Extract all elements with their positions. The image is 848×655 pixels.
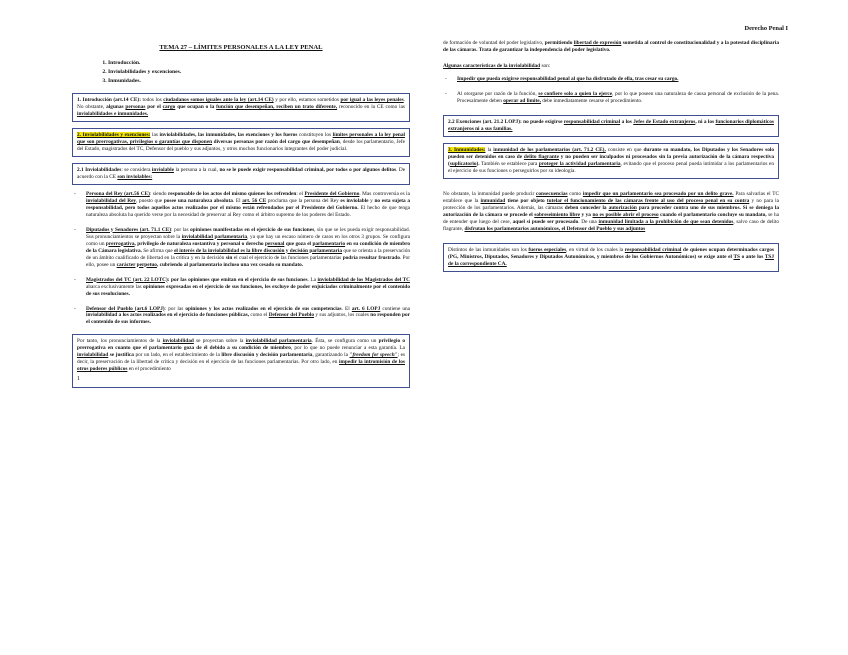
- intro-box: [72, 93, 410, 122]
- item-text: proclama que la persona del Rey: [267, 197, 339, 204]
- item-text: como el: [250, 312, 268, 319]
- item-text: Magistrados del TC (art. 22 LOTC): [86, 276, 168, 283]
- box-text: impedir la intromisión de los otros poderes públicos: [77, 359, 405, 373]
- box-text: inmunidad de los parlamentarios (art. 71.2 CE),: [493, 146, 606, 153]
- item-text: se confiere solo a quien la ejerce: [538, 90, 613, 97]
- section-2-1-box: [72, 163, 410, 185]
- section-2-1-text: la persona a la cual,: [175, 166, 218, 173]
- box-text: También se establece para: [481, 160, 538, 167]
- item-text: Defensor del Pueblo: [268, 312, 315, 319]
- box-text: inviolabilidad parlamentaria: [245, 338, 312, 345]
- para-text: permitiendo: [544, 40, 573, 46]
- box-text: suplicatorio: [449, 160, 477, 167]
- item-text: . El: [232, 197, 241, 204]
- para-text: impedir que un parlamentario sea procesado por un delito grave.: [582, 190, 734, 197]
- para-text: cuando el parlamentario concluye su mandato,: [660, 211, 767, 218]
- item-text: personal: [264, 240, 285, 247]
- section-2-box: [72, 128, 410, 157]
- para-text: sobreseimiento libre: [534, 211, 581, 218]
- intro-text: por igual a las leyes penales: [340, 96, 404, 103]
- box-text: durante su mandato, los Diputados y los Senadores solo pueden ser detenidos en caso de: [448, 146, 774, 160]
- box-text: , por lo que no puede renunciar a esta garantía. La: [290, 345, 405, 352]
- para-text: para proceder contra uno de sus miembros. Si se deniega la autorización de la cámara se procede el: [443, 204, 780, 218]
- box-text: inviolabilidad: [162, 338, 194, 345]
- item-text: , sin que se les pueda exigir responsabilidad. Sus pronunciamientos se proyectan sobre la: [86, 226, 410, 240]
- para-text: tutelar el funcionamiento de las cámaras frente al uso del proceso penal en su contra: [546, 197, 750, 204]
- para-text: sometida al control de constitucionalidad y a la potestad disciplinaria de las cámaras. Trata de garantizar la independencia del poder legislativo.: [443, 40, 780, 53]
- intro-text: por el: [147, 103, 161, 110]
- item-text: sin: [225, 254, 233, 261]
- intro-text: inviolabilidades e inmunidades.: [77, 110, 149, 117]
- section-3-heading: 3. Inmunidades:: [448, 146, 486, 153]
- box-text: Jefes de Estado extranjeros: [633, 118, 696, 125]
- item-text: El hecho de que tenga naturaleza absoluta ha querido verse por la necesidad de preservar al Rey como el árbitro supremo de los poderes del Estado.: [86, 204, 410, 218]
- section-2-2-box: [443, 115, 779, 137]
- characteristics-heading: [443, 63, 779, 70]
- item-text: prerrogativa: [105, 240, 135, 247]
- item-text: en su condición de miembro de la Cámara legislativa.: [86, 240, 411, 254]
- section-2-1-heading: 2.1 Inviolabilidades: [77, 166, 122, 173]
- para-text: deben conceder la: [564, 204, 607, 211]
- intro-text: . No obstante,: [77, 96, 406, 110]
- para-text: disfrutan los parlamentarios autonómicos, el Defensor del Pueblo y sus adjuntos: [464, 225, 646, 232]
- section-2-text: diversas personas por razón del cargo que desempeñan: [213, 138, 340, 145]
- box-text: delito flagrante: [523, 153, 559, 160]
- item-text: y: [370, 197, 373, 204]
- box-text: Distintos de las inmunidades son los: [448, 246, 527, 253]
- intro-text: todos los: [142, 96, 162, 103]
- intro-lead: 1. Introducción (art.14 CE):: [77, 96, 141, 103]
- item-text: , puesto que: [136, 197, 163, 204]
- item-text: contiene una: [382, 305, 411, 312]
- item-text: inviolabilidad de los Magistrados del TC: [317, 276, 410, 283]
- item-text: , privilegio de naturaleza sustantiva y personal o derecho: [134, 240, 264, 247]
- box-text: privilegio o prerrogativa en cuanto que el parlamentario goza de él debido a su condición de miembro: [77, 338, 405, 352]
- continuation-paragraph: [443, 40, 779, 54]
- box-text: se proyectan sobre la: [196, 338, 244, 345]
- box-text: "freedom for speech": [349, 352, 398, 359]
- item-text: que goza el: [285, 240, 312, 247]
- toc-item: 3. Inmunidades.: [108, 78, 410, 85]
- box-text: Por tanto, los pronunciamientos de la: [77, 338, 161, 345]
- item-text: y sus adjuntos, los cuales: [315, 312, 369, 319]
- list-item-rey: [72, 191, 410, 219]
- section-2-1-text: inviolable: [151, 166, 174, 173]
- para-text: no es posible abrir el proceso: [592, 211, 659, 218]
- item-text: inviolabilidad del Rey: [86, 197, 137, 204]
- para-text: aquel si puede ser procesado: [512, 218, 579, 225]
- box-text: libre discusión y decisión parlamentaria: [221, 352, 313, 359]
- item-text: : el: [296, 190, 304, 197]
- section-2-1-text: : se considera: [121, 166, 151, 173]
- list-item-diputados: [72, 227, 410, 269]
- box-text: funcionarios diplomáticos extranjeros ni a sus familias.: [448, 118, 774, 132]
- item-text: : por las: [164, 305, 184, 312]
- intro-text: reconocido en la CE como las: [338, 103, 405, 110]
- item-text: . Por ello, posee un: [86, 254, 410, 268]
- item-text: debe inmediatamente cesarse el procedimiento.: [542, 97, 643, 104]
- item-text: , ya que hay un escaso número de casos en los otros 3 grupos. Se configura como un: [86, 233, 411, 247]
- para-text: tiene por objeto: [507, 197, 545, 204]
- item-text: Presidente del Gobierno: [304, 190, 360, 197]
- list-item-tc: [72, 277, 410, 298]
- para-text: y no para la protección de los parlamentarios. Además, las cámaras: [443, 197, 779, 211]
- intro-text: que ocupan o la: [177, 103, 215, 110]
- para-text: de formación de voluntad del poder legislativo,: [443, 40, 544, 46]
- para-text: , salvo caso de delito flagrante,: [443, 218, 780, 232]
- intro-text: ciudadanos somos iguales ante la ley (art.14 CE): [163, 96, 274, 103]
- section-2-text: inviolabilidades, las inmunidades, las exenciones y los fueros: [159, 131, 298, 138]
- para-text: se ha de entender que luego del cese,: [443, 211, 780, 225]
- section-2-1-text: son inviolables:: [117, 173, 153, 180]
- item-text: Se afirma que: [143, 247, 173, 254]
- box-text: en el procedimiento: [128, 366, 171, 373]
- immunity-consequences-paragraph: [443, 191, 779, 233]
- box-text: , en virtud de los cuales la: [566, 246, 624, 253]
- item-text: opiniones manifestadas en el ejercicio de sus funciones: [190, 226, 315, 233]
- heading-text: Algunas características de la inviolabilidad: [443, 62, 541, 69]
- box-text: TS: [733, 253, 740, 260]
- box-text: de quienes ocupan determinados cargos (PG, Ministros, Diputados, Senadores y Diputados Autonómicos, y miembros de los Gobiernos Autonómicos) se exige ante el: [448, 246, 774, 260]
- para-text: autorización: [608, 204, 637, 211]
- item-text: el interés de la inviolabilidad es la libre discusión y decisión parlamentaria: [174, 247, 342, 254]
- box-text: inviolabilidad: [77, 352, 109, 359]
- para-text: consecuencias: [536, 190, 568, 197]
- para-text: como: [569, 190, 582, 197]
- section-2-text: límites personales a la ley penal que son prerrogativas, privilegios o garantías que disponen: [77, 131, 405, 145]
- item-text: : siendo: [149, 190, 167, 197]
- para-text: inmunidad: [480, 197, 506, 204]
- box-text: responsabilidad criminal: [624, 246, 682, 253]
- item-text: opiniones expresadas en el ejercicio de sus funciones, les excluye de poder enjuiciados criminalmente por el contenido de sus resoluciones.: [86, 283, 411, 297]
- item-text: que se orienta a la preservación de un ámbito cualificado de libertad en la crítica y en la decisión: [86, 247, 411, 261]
- box-text: responsabilidad criminal: [563, 118, 621, 125]
- section-3-box: [443, 143, 779, 179]
- item-text: Al otorgarse por razón de la función,: [457, 90, 537, 97]
- list-item: [443, 76, 779, 83]
- box-text: por un lado, en el establecimiento de la: [135, 352, 220, 359]
- item-text: . La: [307, 276, 316, 283]
- box-text: , ni a los: [695, 118, 715, 125]
- intro-text: personas: [125, 103, 146, 110]
- heading-text: son:: [541, 62, 551, 69]
- item-text: carácter perpetuo: [116, 261, 157, 268]
- item-text: posee una naturaleza absoluta: [163, 197, 233, 204]
- para-text: y ya: [581, 211, 591, 218]
- toc-item: 1. Introducción.: [108, 60, 410, 67]
- para-text: . De una: [578, 218, 597, 225]
- item-text: opiniones y los actos realizados en el ejercicio de sus competencias: [185, 305, 342, 312]
- item-text: , por lo que poseen una naturaleza de causa personal de exclusión de la pena. Procesalmente deben: [457, 90, 779, 104]
- box-text: proteger la actividad parlamentaria: [538, 160, 621, 167]
- box-text: fueros especiales: [528, 246, 567, 253]
- box-text: , garantizando la: [312, 352, 348, 359]
- characteristics-list: [443, 76, 779, 105]
- table-of-contents: [86, 60, 410, 86]
- item-text: abarca exclusivamente las: [86, 283, 142, 290]
- item-text: inviolabilidad parlamentaria: [181, 233, 248, 240]
- box-text: . Ésta, se configura como un: [311, 338, 377, 345]
- intro-text: cargo: [162, 103, 176, 110]
- para-text: No obstante, la inmunidad puede producir: [443, 190, 535, 197]
- item-text: Defensor del Pueblo (art.6 LOPJ): [86, 305, 165, 312]
- item-text: podría resultar frustrado: [342, 254, 400, 261]
- item-text: Diputados y Senadores (art. 71.1 CE): [86, 226, 172, 233]
- box-text: TSJ de la correspondiente CA.: [448, 253, 774, 267]
- section-2-text: , desde los parlamentario, Jefe del Estado, magistrados del TC, Defensor del pueblo y sus adjuntos, y otros muchos funcionarios integrantes del poder judicial.: [77, 138, 405, 152]
- intro-text: función que desempeñan, reciben un trato diferente,: [216, 103, 338, 110]
- item-text: , cubriendo al parlamentario incluso una vez cesado su mandato.: [156, 261, 304, 268]
- section-2-heading: 2. Inviolabilidades y exenciones:: [77, 131, 151, 138]
- item-text: art. 56 CE: [242, 197, 267, 204]
- section-2-text: constituyen los: [298, 131, 332, 138]
- item-text: : por las: [171, 226, 189, 233]
- item-text: . El: [341, 305, 350, 312]
- item-text: parlamentario: [312, 240, 346, 247]
- left-column: [72, 30, 410, 394]
- para-text: Para salvarlas el TC establece que la: [443, 190, 780, 204]
- section-2-1-text: no se le puede exigir responsabilidad criminal, por todos o por algunos delitos: [219, 166, 397, 173]
- box-text: , evitando que el proceso penal pueda intimidar a los parlamentarios en el ejercicio de sus funciones o perseguirlos por su ideología.: [448, 160, 775, 174]
- box-text: ).: [476, 160, 480, 167]
- box-text: se justifica: [109, 352, 134, 359]
- item-text: es inviolable: [340, 197, 369, 204]
- section-2-1-text: . De acuerdo con la CE: [77, 166, 406, 180]
- para-text: libertad de expresión: [573, 40, 622, 46]
- right-column: [443, 30, 779, 278]
- running-header: Derecho Penal I: [744, 25, 788, 32]
- page-number: 1: [77, 376, 80, 383]
- item-text: operar ad limite,: [503, 97, 541, 104]
- item-text: el cual el ejercicio de las funciones parlamentarias: [233, 254, 342, 261]
- intro-text: y por ello, estamos sometidos: [275, 96, 339, 103]
- page-title: TEMA 27 – LÍMITES PERSONALES A LA LEY PENAL: [159, 44, 323, 51]
- box-text: a los: [621, 118, 632, 125]
- item-text: no responden por el contenido de sus informes.: [86, 312, 410, 326]
- box-text: ; es decir, la preservación de la libertad de crítica y decisión en el ejercicio de las funciones parlamentarias. Por otro lado, en: [77, 352, 406, 366]
- box-text: la: [487, 146, 492, 153]
- section-2-text: las: [152, 131, 158, 138]
- box-text: consiste en que: [607, 146, 642, 153]
- inviolable-list: [72, 191, 410, 327]
- item-text: . Mas controversia es la: [359, 190, 410, 197]
- item-text: no esta sujeta a responsabilidad, pero todos aquellos actos realizados por el mismo están refrendados por el Presidente del Gobierno.: [86, 197, 410, 211]
- item-text: Impedir que pueda exigirse responsabilidad penal al que ha disfrutado de ella, tras cesar su cargo.: [457, 75, 679, 82]
- item-text: Persona del Rey (art.56 CE): [86, 190, 150, 197]
- item-text: : por las: [167, 276, 187, 283]
- conclusion-box: [72, 334, 410, 388]
- para-text: inmunidad limitada a la prohibición de que sean detenidos: [598, 218, 734, 225]
- item-text: responsable de los actos del mismo quienes los refrenden: [168, 190, 297, 197]
- toc-item: 2. Inviolabilidades y excenciones.: [108, 69, 410, 76]
- intro-text: algunas: [106, 103, 124, 110]
- box-text: y no pueden ser inculpados ni procesados sin la previa autorización de la cámara respectiva (: [448, 153, 774, 167]
- box-text: o ante los: [741, 253, 764, 260]
- special-jurisdiction-box: [443, 243, 779, 272]
- list-item: [443, 91, 779, 105]
- item-text: art. 6 LOPJ: [351, 305, 381, 312]
- box-text: 2.2 Exenciones (art. 21.2 LOPJ): no puede exigirse: [448, 118, 563, 125]
- item-text: opiniones que emitan en el ejercicio de sus funciones: [188, 276, 308, 283]
- item-text: inviolabilidad a los actos realizados en el ejercicio de funciones públicas,: [86, 312, 250, 319]
- list-item-defensor: [72, 306, 410, 327]
